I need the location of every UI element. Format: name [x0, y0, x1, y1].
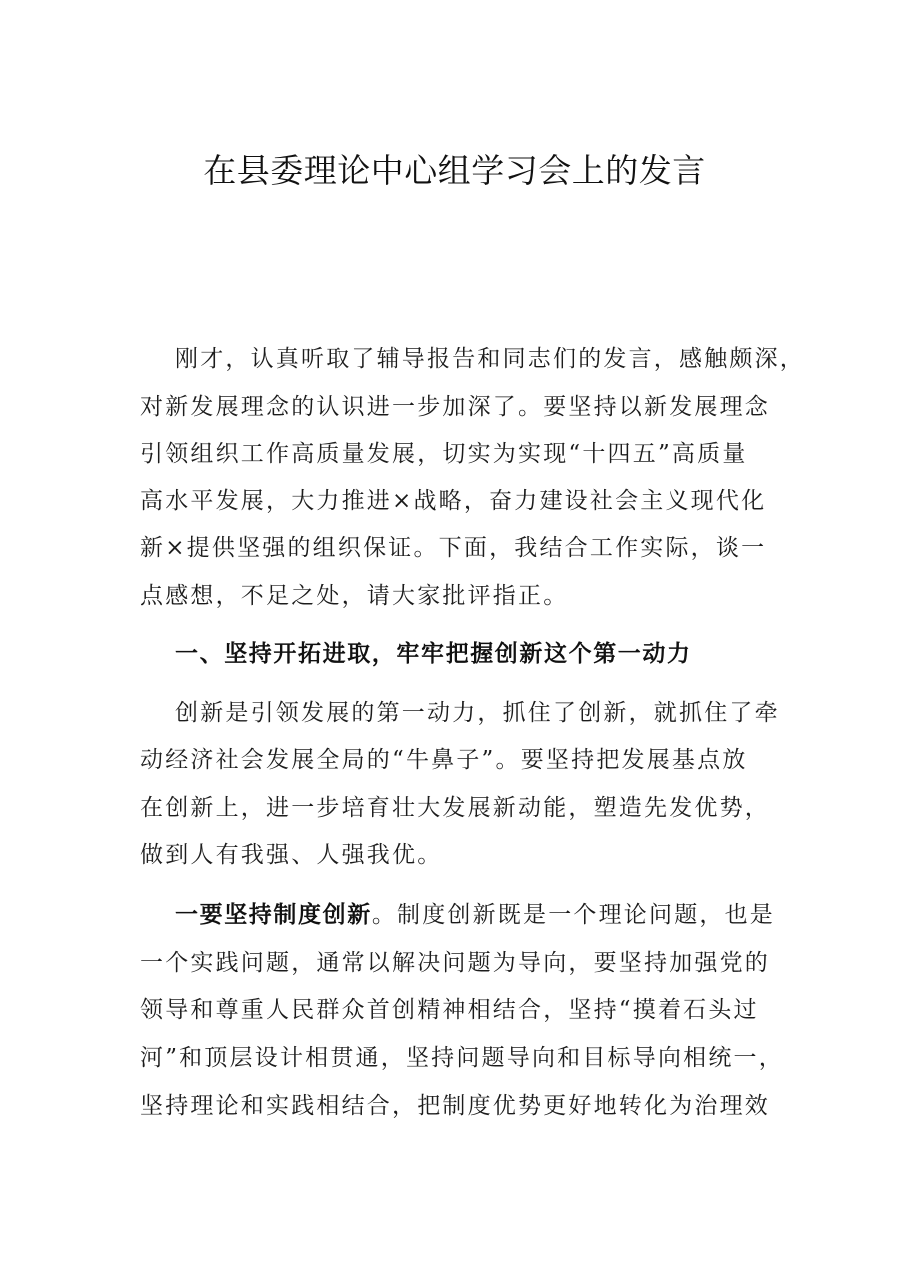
intro-line: 对新发展理念的认识进一步加深了。要坚持以新发展理念	[140, 394, 770, 420]
point-body-line: 一个实践问题，通常以解决问题为导向，要坚持加强党的	[140, 950, 770, 976]
point-first-line	[175, 898, 775, 932]
section-heading: 一、坚持开拓进取，牢牢把握创新这个第一动力	[175, 641, 692, 667]
point-body-line: 河”和顶层设计相贯通，坚持问题导向和目标导向相统一，	[140, 1045, 784, 1071]
intro-line: 刚才，认真听取了辅导报告和同志们的发言，感触颇深，	[175, 346, 805, 372]
section-body-line: 动经济社会发展全局的“牛鼻子”。要坚持把发展基点放	[140, 747, 748, 773]
point-body-line: 坚持理论和实践相结合，把制度优势更好地转化为治理效	[140, 1093, 770, 1119]
intro-line: 点感想，不足之处，请大家批评指正。	[140, 583, 569, 609]
intro-line: 新×提供坚强的组织保证。下面，我结合工作实际，谈一	[140, 535, 767, 561]
intro-line: 引领组织工作高质量发展，切实为实现“十四五”高质量	[140, 441, 748, 467]
point-body-line: 领导和尊重人民群众首创精神相结合，坚持“摸着石头过	[140, 997, 759, 1023]
section-body-line: 创新是引领发展的第一动力，抓住了创新，就抓住了牵	[175, 700, 780, 726]
section-body-line: 做到人有我强、人强我优。	[140, 842, 443, 868]
document-title: 在县委理论中心组学习会上的发言	[203, 151, 706, 190]
point-lead: 一要坚持制度创新	[175, 902, 372, 928]
section-body-line: 在创新上，进一步培育壮大发展新动能，塑造先发优势，	[140, 795, 770, 821]
intro-line: 高水平发展，大力推进×战略，奋力建设社会主义现代化	[140, 488, 767, 514]
point-first-rest: 。制度创新既是一个理论问题，也是	[371, 902, 776, 928]
